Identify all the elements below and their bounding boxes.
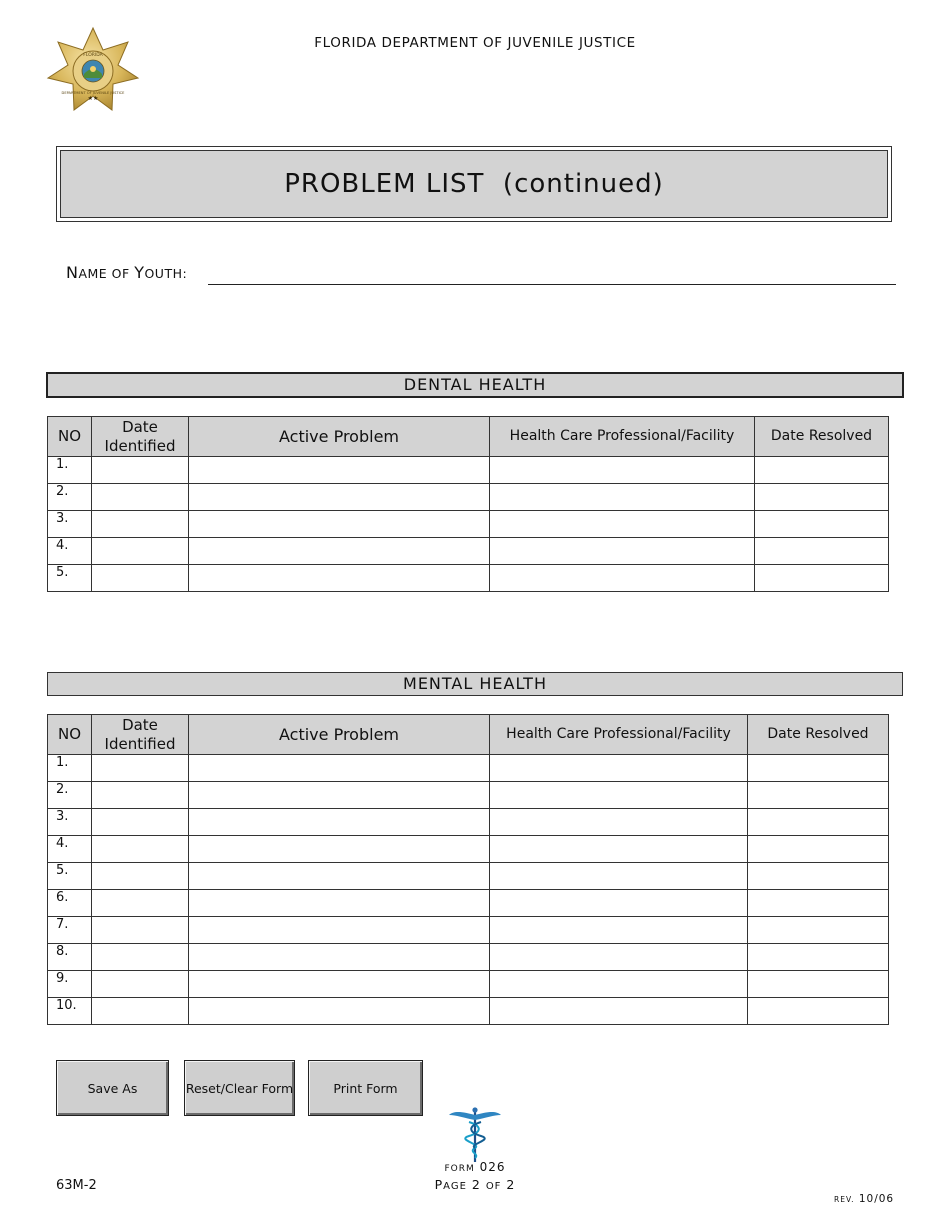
date-resolved-field[interactable] [755,484,889,511]
date-resolved-field[interactable] [748,944,889,971]
table-row [48,782,889,809]
active-problem-field[interactable] [189,484,490,511]
date-identified-field[interactable] [92,890,189,917]
form-code: 63M-2 [56,1178,97,1193]
table-row [48,890,889,917]
column-header-date-identified [92,417,189,457]
date-resolved-field[interactable] [748,971,889,998]
caduceus-icon [446,1106,504,1164]
column-header-date-resolved: Date Resolved [748,715,889,755]
row-number: 1. [48,755,92,782]
name-of-youth-label: NAME OF YOUTH: [66,263,188,282]
date-resolved-field[interactable] [755,511,889,538]
print-form-button[interactable]: Print Form [308,1060,423,1116]
table-row [48,565,889,592]
table-row [48,538,889,565]
agency-seal [46,26,140,118]
column-header-health-care-professional: Health Care Professional/Facility [490,715,748,755]
page-number: PAGE 2 OF 2 [434,1177,516,1192]
row-number: 3. [48,809,92,836]
active-problem-field[interactable] [189,755,490,782]
health-care-professional-field[interactable] [490,538,755,565]
row-number: 2. [48,782,92,809]
seal-text-ring: DEPARTMENT OF JUVENILE JUSTICE [61,91,125,95]
active-problem-field[interactable] [189,511,490,538]
row-number: 5. [48,565,92,592]
row-number: 10. [48,998,92,1025]
health-care-professional-field[interactable] [490,511,755,538]
date-resolved-field[interactable] [748,998,889,1025]
mental-health-table [47,714,889,1025]
table-row [48,809,889,836]
date-resolved-field[interactable] [748,917,889,944]
column-header-active-problem: Active Problem [189,715,490,755]
row-number: 6. [48,890,92,917]
active-problem-field[interactable] [189,917,490,944]
column-header-no: NO [48,417,92,457]
health-care-professional-field[interactable] [490,457,755,484]
date-identified-field[interactable] [92,511,189,538]
table-row [48,944,889,971]
column-header-health-care-professional: Health Care Professional/Facility [490,417,755,457]
date-identified-field[interactable] [92,484,189,511]
date-identified-field[interactable] [92,863,189,890]
date-resolved-field[interactable] [755,538,889,565]
name-of-youth-field[interactable] [208,284,896,285]
form-number: FORM 026 [444,1160,506,1174]
table-row [48,511,889,538]
row-number: 1. [48,457,92,484]
row-number: 5. [48,863,92,890]
column-header-active-problem: Active Problem [189,417,490,457]
save-as-button[interactable]: Save As [56,1060,169,1116]
date-identified-field[interactable] [92,755,189,782]
row-number: 7. [48,917,92,944]
column-header-no: NO [48,715,92,755]
date-identified-field[interactable] [92,836,189,863]
table-row [48,836,889,863]
dental-health-table [47,416,889,592]
date-identified-field[interactable] [92,565,189,592]
health-care-professional-field[interactable] [490,755,748,782]
row-number: 8. [48,944,92,971]
date-resolved-field[interactable] [748,782,889,809]
active-problem-field[interactable] [189,944,490,971]
table-row [48,457,889,484]
table-row [48,917,889,944]
row-number: 3. [48,511,92,538]
date-resolved-field[interactable] [755,565,889,592]
date-identified-field[interactable] [92,782,189,809]
active-problem-field[interactable] [189,998,490,1025]
table-row [48,863,889,890]
row-number: 4. [48,538,92,565]
active-problem-field[interactable] [189,782,490,809]
active-problem-field[interactable] [189,538,490,565]
health-care-professional-field[interactable] [490,971,748,998]
health-care-professional-field[interactable] [490,484,755,511]
health-care-professional-field[interactable] [490,565,755,592]
date-identified-field[interactable] [92,944,189,971]
table-row [48,755,889,782]
health-care-professional-field[interactable] [490,917,748,944]
health-care-professional-field[interactable] [490,890,748,917]
active-problem-field[interactable] [189,836,490,863]
table-row [48,971,889,998]
active-problem-field[interactable] [189,971,490,998]
table-row [48,484,889,511]
active-problem-field[interactable] [189,457,490,484]
date-resolved-field[interactable] [748,890,889,917]
date-resolved-field[interactable] [748,863,889,890]
active-problem-field[interactable] [189,890,490,917]
dental-health-heading: DENTAL HEALTH [46,372,904,398]
reset-clear-form-button[interactable]: Reset/Clear Form [184,1060,295,1116]
active-problem-field[interactable] [189,863,490,890]
health-care-professional-field[interactable] [490,836,748,863]
revision-date: REV. 10/06 [834,1193,895,1205]
active-problem-field[interactable] [189,565,490,592]
row-number: 9. [48,971,92,998]
mental-health-heading: MENTAL HEALTH [47,672,903,696]
table-row [48,998,889,1025]
date-identified-field[interactable] [92,971,189,998]
active-problem-field[interactable] [189,809,490,836]
date-resolved-field[interactable] [748,755,889,782]
row-number: 2. [48,484,92,511]
agency-name: FLORIDA DEPARTMENT OF JUVENILE JUSTICE [314,35,636,51]
date-identified-field[interactable] [92,917,189,944]
health-care-professional-field[interactable] [490,782,748,809]
date-identified-field[interactable] [92,457,189,484]
form-title: PROBLEM LIST (continued) [284,169,664,199]
date-resolved-field[interactable] [748,836,889,863]
health-care-professional-field[interactable] [490,863,748,890]
date-resolved-field[interactable] [755,457,889,484]
date-identified-field[interactable] [92,809,189,836]
column-header-date-identified [92,715,189,755]
date-identified-field[interactable] [92,538,189,565]
health-care-professional-field[interactable] [490,944,748,971]
column-header-date-identified-text: Date Identified [104,715,176,753]
date-resolved-field[interactable] [748,809,889,836]
date-identified-field[interactable] [92,998,189,1025]
form-title-box [56,146,892,222]
health-care-professional-field[interactable] [490,809,748,836]
health-care-professional-field[interactable] [490,998,748,1025]
row-number: 4. [48,836,92,863]
svg-text:★★: ★★ [87,95,99,102]
seal-text-top: FLORIDA [83,53,103,58]
column-header-date-identified-text: Date Identified [104,417,176,455]
column-header-date-resolved: Date Resolved [755,417,889,457]
